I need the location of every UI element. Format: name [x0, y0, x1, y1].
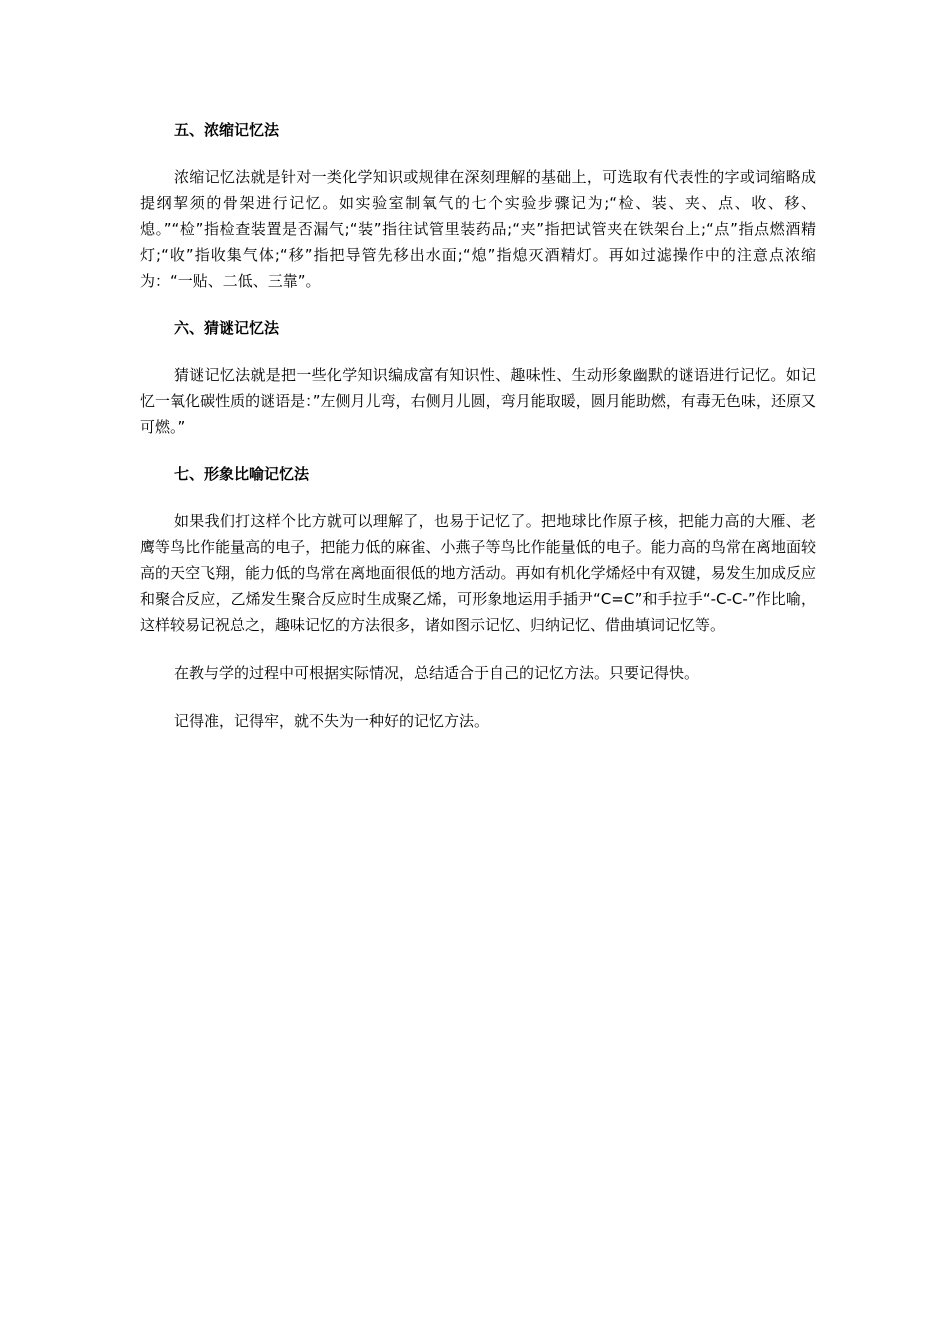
section-heading-metaphor-memory: 七、形象比喻记忆法: [174, 465, 310, 483]
paragraph-condensed-memory: 浓缩记忆法就是针对一类化学知识或规律在深刻理解的基础上，可选取有代表性的字或词缩略成提纲挈须的骨架进行记忆。如实验室制氧气的七个实验步骤记为;“检、装、夹、点、收、移、熄。”“检”指检查装置是否漏气;“装”指往试管里装药品;“夹”指把试管夹在铁架台上;“点”指点燃酒精灯;“收”指收集气体;“移”指把导管先移出水面;“熄”指熄灭酒精灯。再如过滤操作中的注意点浓缩为：“一贴、二低、三靠”。: [140, 168, 816, 290]
paragraph-metaphor-memory: 如果我们打这样个比方就可以理解了，也易于记忆了。把地球比作原子核，把能力高的大雁、老鹰等鸟比作能量高的电子，把能力低的麻雀、小燕子等鸟比作能量低的电子。能力高的鸟常在离地面较高的天空飞翔，能力低的鸟常在离地面很低的地方活动。再如有机化学烯烃中有双键，易发生加成反应和聚合反应，乙烯发生聚合反应时生成聚乙烯，可形象地运用手插尹“C=C”和手拉手“-C-C-”作比喻，这样较易记祝总之，趣味记忆的方法很多，诸如图示记忆、归纳记忆、借曲填词记忆等。: [140, 512, 816, 634]
document-page: [140, 118, 816, 756]
paragraph-conclusion: 记得准，记得牢，就不失为一种好的记忆方法。: [174, 712, 490, 730]
paragraph-riddle-memory: 猜谜记忆法就是把一些化学知识编成富有知识性、趣味性、生动形象幽默的谜语进行记忆。如记忆一氧化碳性质的谜语是：”左侧月儿弯，右侧月儿圆，弯月能取暖，圆月能助燃，有毒无色味，还原又可燃。”: [140, 366, 816, 436]
section-heading-condensed-memory: 五、浓缩记忆法: [174, 121, 280, 139]
paragraph-teaching-methods: 在教与学的过程中可根据实际情况，总结适合于自己的记忆方法。只要记得快。: [174, 664, 700, 682]
section-heading-riddle-memory: 六、猜谜记忆法: [174, 319, 280, 337]
